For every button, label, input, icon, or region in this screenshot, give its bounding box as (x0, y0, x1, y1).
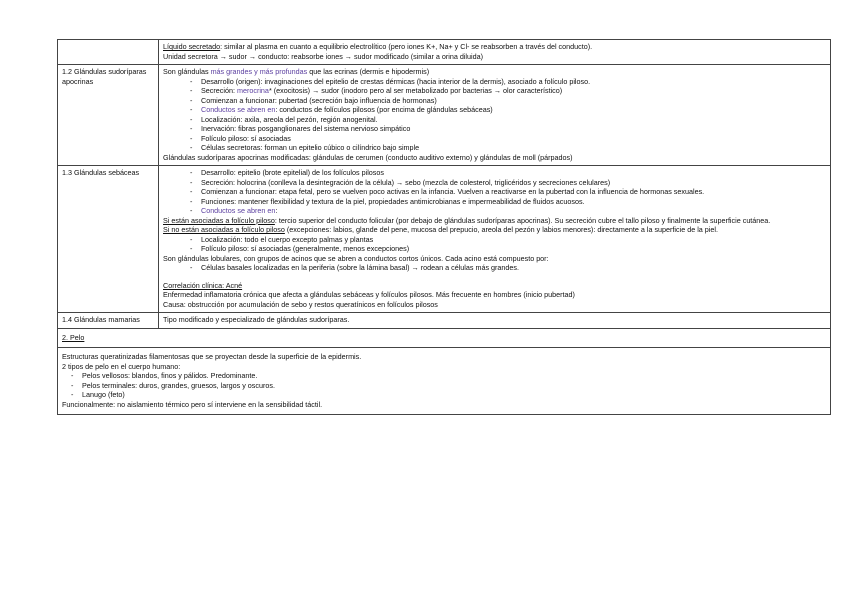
text-line: Glándulas sudoríparas apocrinas modificadas: glándulas de cerumen (conducto auditivo externo) y glándulas de moll (párpados) (163, 152, 573, 162)
list-item (163, 105, 826, 115)
list-item: - Folículo piloso: sí asociadas (generalmente, menos excepciones) (163, 244, 826, 254)
list-item: - Inervación: fibras posganglionares del sistema nervioso simpático (163, 124, 826, 134)
text-line: 2 tipos de pelo en el cuerpo humano: (62, 361, 181, 371)
empty-label-cell (58, 40, 159, 65)
content-cell (58, 348, 831, 415)
list-item: - Funciones: mantener flexibilidad y textura de la piel, propiedades antimicrobianas e impermeabilidad de fluidos acuosos. (163, 197, 826, 207)
text-span: Secreción: (201, 86, 237, 95)
text-line: Tipo modificado y especializado de glándulas sudoríparas. (163, 315, 350, 324)
underlined-term: Si no están asociadas a folículo piloso (163, 225, 285, 234)
text-span: : tercio superior del conducto folicular (por debajo de glándulas sudoríparas apocrinas). Su secreción cubre el tallo piloso y finalmente la superficie cutánea. (274, 215, 771, 225)
highlight-text: merocrina (236, 86, 269, 95)
list-item: - Pelos vellosos: blandos, finos y pálidos. Predominante. (62, 371, 826, 381)
text-span: Son glándulas (163, 67, 211, 76)
section-heading: 2. Pelo (62, 332, 85, 342)
list-item: - Folículo piloso: sí asociadas (163, 134, 826, 144)
section-label: 1.3 Glándulas sebáceas (58, 166, 159, 313)
content-cell (159, 65, 831, 166)
text-line (163, 42, 826, 52)
table-row (58, 40, 831, 65)
text-line: Funcionalmente: no aislamiento térmico pero sí interviene en la sensibilidad táctil. (62, 399, 323, 409)
table-row (58, 166, 831, 313)
list-item (163, 86, 826, 96)
section-label: 1.4 Glándulas mamarias (58, 313, 159, 329)
text-span: : similar al plasma en cuanto a equilibrio electrolítico (pero iones K+, Na+ y Cl- se reabsorben a través del conducto). (220, 42, 593, 51)
text-span: * (exocitosis) → sudor (inodoro pero al ser metabolizado por bacterias → olor característico) (268, 86, 563, 95)
list-item: - Comienzan a funcionar: pubertad (secreción bajo influencia de hormonas) (163, 96, 826, 106)
spacer (163, 273, 826, 281)
content-cell (159, 166, 831, 313)
content-cell (159, 40, 831, 65)
text-line: Son glándulas lobulares, con grupos de acinos que se abren a conductos cortos únicos. Cada acino está compuesto por: (163, 253, 549, 263)
list-item: - Localización: axila, areola del pezón, región anogenital. (163, 115, 826, 125)
text-span: (excepciones: labios, glande del pene, mucosa del prepucio, areola del pezón y labios menores): directamente a la superficie de la piel. (284, 225, 718, 234)
text-line (163, 67, 826, 77)
section-label: 1.2 Glándulas sudoríparas apocrinas (58, 65, 159, 166)
list-item (163, 206, 826, 216)
list-item: - Células secretoras: forman un epitelio cúbico o cilíndrico bajo simple (163, 143, 826, 153)
underlined-term: Líquido secretado (163, 42, 221, 51)
list-item: - Desarrollo: epitelio (brote epitelial) de los folículos pilosos (163, 168, 826, 178)
text-line: Unidad secretora → sudor → conducto: reabsorbe iones → sudor modificado (similar a orina diluida) (163, 51, 483, 61)
notes-table (57, 39, 831, 415)
list-item: - Lanugo (feto) (62, 390, 826, 400)
highlight-text: Conductos se abren en (201, 105, 276, 114)
highlight-text: más grandes y más profundas (210, 67, 308, 76)
list-item: - Desarrollo (origen): invaginaciones del epitelio de crestas dérmicas (hacia interior de la dermis), asociado a folículo piloso. (163, 77, 826, 87)
text-paragraph (163, 216, 826, 226)
text-line: Enfermedad inflamatoria crónica que afecta a glándulas sebáceas y folículos pilosos. Más frecuente en hombres (inicio pubertad) (163, 290, 575, 299)
list-item: - Pelos terminales: duros, grandes, gruesos, largos y oscuros. (62, 381, 826, 391)
table-row (58, 65, 831, 166)
list-item: - Comienzan a funcionar: etapa fetal, pero se vuelven poco activas en la infancia. Vuelven a reactivarse en la pubertad con la influencia de hormonas sexuales. (163, 187, 826, 197)
section-heading-cell (58, 328, 831, 348)
text-span: : conductos de folículos pilosos (por encima de glándulas sebáceas) (275, 105, 493, 114)
list-item: - Localización: todo el cuerpo excepto palmas y plantas (163, 235, 826, 245)
document-page (57, 39, 831, 415)
list-item: - Células basales localizadas en la periferia (sobre la lámina basal) → rodean a células más grandes. (163, 263, 826, 273)
table-row (58, 313, 831, 329)
list-item: - Secreción: holocrina (conlleva la desintegración de la célula) → sebo (mezcla de colesterol, triglicéridos y secreciones celulares) (163, 178, 826, 188)
clinical-title: Correlación clínica: Acné (163, 280, 243, 290)
text-line: Estructuras queratinizadas filamentosas que se proyectan desde la superficie de la epidermis. (62, 352, 362, 361)
table-row (58, 328, 831, 348)
text-line: Causa: obstrucción por acumulación de sebo y restos queratínicos en folículos pilosos (163, 299, 438, 309)
underlined-term: Si están asociadas a folículo piloso (163, 215, 275, 225)
text-span: que las ecrinas (dermis e hipodermis) (307, 67, 430, 76)
text-span: : (275, 206, 278, 215)
table-row (58, 348, 831, 415)
content-cell (159, 313, 831, 329)
highlight-text: Conductos se abren en (201, 206, 276, 215)
text-paragraph (163, 225, 826, 235)
